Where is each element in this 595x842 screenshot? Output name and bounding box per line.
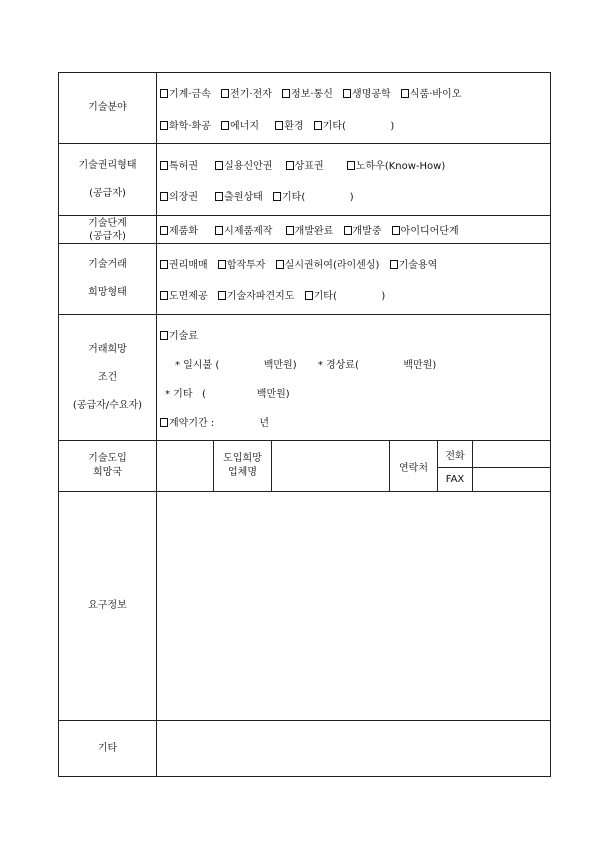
checkbox-icon: [218, 260, 226, 269]
row-tech-stage: [59, 216, 551, 244]
label-line: (공급자): [89, 230, 126, 242]
requirements-input[interactable]: [157, 492, 551, 721]
label-etc: 기타: [59, 721, 157, 777]
checkbox-icon: [215, 161, 223, 170]
option-label: 시제품제작: [224, 226, 273, 237]
row-trade-conditions: [59, 315, 551, 441]
option-label: 실용신안권: [224, 160, 273, 172]
checkbox-option[interactable]: [276, 256, 380, 271]
option-label: 기계·금속: [169, 88, 211, 100]
checkbox-option[interactable]: [282, 85, 333, 100]
checkbox-option[interactable]: [275, 117, 303, 132]
checkbox-option[interactable]: [160, 327, 198, 342]
checkbox-option[interactable]: [273, 188, 354, 203]
option-label: 제품화: [169, 226, 198, 237]
checkbox-option[interactable]: [286, 222, 334, 237]
phone-input[interactable]: [473, 441, 551, 468]
option-label: 개발중: [352, 226, 382, 237]
checkbox-option[interactable]: [160, 117, 211, 132]
checkbox-option[interactable]: [218, 287, 295, 302]
tech-rights-line-1: [160, 157, 550, 172]
checkbox-icon: [160, 192, 168, 201]
option-label: 상표권: [294, 160, 324, 172]
option-label: 기타( ): [322, 120, 395, 132]
country-input[interactable]: [157, 441, 214, 492]
options-tech-field: [157, 73, 551, 144]
options-tech-stage: [157, 216, 551, 244]
checkbox-icon: [221, 89, 229, 98]
checkbox-icon: [221, 121, 229, 130]
label-line: 희망국: [93, 467, 122, 478]
option-label: 환경: [284, 120, 304, 132]
checkbox-icon: [305, 291, 313, 300]
option-label: 기술료: [169, 330, 198, 342]
checkbox-option[interactable]: [392, 222, 459, 237]
row-tech-field: [59, 73, 551, 144]
label-trade-type: [59, 244, 157, 315]
option-label: 특허권: [169, 160, 198, 172]
checkbox-icon: [390, 260, 398, 269]
label-line: 기술권리형태: [78, 159, 137, 171]
label-tech-rights: [59, 144, 157, 216]
checkbox-icon: [215, 192, 223, 201]
checkbox-icon: [347, 161, 355, 170]
option-label: 권리매매: [169, 260, 208, 271]
label-line: 거래희망: [88, 343, 127, 355]
tech-field-line-1: [160, 85, 550, 100]
checkbox-option[interactable]: [343, 85, 391, 100]
option-label: 개발완료: [294, 226, 334, 237]
checkbox-option[interactable]: [160, 85, 211, 100]
option-label: 기타( ): [282, 191, 354, 203]
conditions-line-other: [160, 385, 550, 400]
tech-demand-form-table: [58, 72, 551, 777]
checkbox-option[interactable]: [160, 157, 198, 172]
checkbox-icon: [218, 291, 226, 300]
option-label: 기타( ): [313, 291, 386, 302]
checkbox-icon: [160, 331, 168, 340]
option-label: 노하우(Know-How): [355, 160, 446, 172]
checkbox-icon: [160, 291, 168, 300]
options-tech-rights: [157, 144, 551, 216]
checkbox-icon: [160, 89, 168, 98]
label-line: 기술단계: [88, 217, 127, 229]
options-trade-conditions: [157, 315, 551, 441]
label-line: (공급자): [89, 187, 126, 199]
option-label: 기술자파견지도: [226, 291, 295, 302]
label-phone: 전화: [438, 441, 473, 468]
checkbox-option[interactable]: [160, 414, 214, 429]
checkbox-icon: [343, 89, 351, 98]
row-etc: [59, 721, 551, 777]
label-requirements: 요구정보: [59, 492, 157, 721]
checkbox-icon: [401, 89, 409, 98]
option-label: 아이디어단계: [400, 226, 459, 237]
option-label: 생명공학: [352, 88, 391, 100]
checkbox-icon: [286, 161, 294, 170]
label-line: 기술도입: [88, 453, 127, 464]
label-trade-conditions: [59, 315, 157, 441]
tech-stage-line: [160, 222, 550, 237]
option-label: 출원상태: [224, 191, 263, 203]
row-trade-type: [59, 244, 551, 315]
checkbox-option[interactable]: [344, 222, 382, 237]
checkbox-option[interactable]: [305, 287, 386, 302]
checkbox-icon: [215, 226, 223, 235]
option-label: 에너지: [230, 120, 259, 132]
checkbox-option[interactable]: [160, 222, 198, 237]
options-trade-type: [157, 244, 551, 315]
label-line: 조건: [97, 371, 118, 383]
label-tech-stage: [59, 216, 157, 244]
label-fax: FAX: [438, 468, 473, 492]
fax-input[interactable]: [473, 468, 551, 492]
checkbox-icon: [160, 161, 168, 170]
checkbox-option[interactable]: [221, 117, 259, 132]
lump-sum-field: * 일시불 ( 백만원): [175, 359, 297, 371]
label-line: 도입희망: [223, 453, 262, 464]
other-fee-field: * 기타 ( 백만원): [165, 388, 290, 400]
checkbox-icon: [160, 226, 168, 235]
label-line: (공급자/수요자): [72, 399, 143, 411]
row-intro-country: [59, 441, 551, 468]
tech-field-line-2: [160, 117, 550, 132]
label-intro-country: [59, 441, 157, 492]
option-label: 전기·전자: [230, 88, 272, 100]
checkbox-option[interactable]: [221, 85, 272, 100]
checkbox-option[interactable]: [160, 287, 208, 302]
option-label: 화학·화공: [169, 120, 211, 132]
conditions-line-fee: [160, 327, 550, 342]
label-contact: 연락처: [390, 441, 438, 492]
checkbox-icon: [273, 192, 281, 201]
checkbox-icon: [160, 418, 168, 427]
checkbox-icon: [160, 260, 168, 269]
option-label: 실시권허여(라이센싱): [284, 260, 380, 271]
checkbox-option[interactable]: [215, 157, 272, 172]
option-label: 계약기간 :: [169, 417, 215, 429]
contract-unit-label: 년: [259, 417, 270, 429]
checkbox-option[interactable]: [314, 117, 395, 132]
option-label: 합작투자: [226, 260, 266, 271]
checkbox-icon: [392, 226, 400, 235]
company-input[interactable]: [272, 441, 390, 492]
label-line: 기술거래: [88, 259, 127, 270]
checkbox-option[interactable]: [401, 85, 461, 100]
checkbox-option[interactable]: [347, 157, 445, 172]
checkbox-icon: [275, 121, 283, 130]
checkbox-option[interactable]: [215, 188, 263, 203]
checkbox-option[interactable]: [286, 157, 324, 172]
label-tech-field: 기술분야: [59, 73, 157, 144]
checkbox-option[interactable]: [218, 256, 266, 271]
conditions-line-payment: [160, 356, 550, 371]
row-tech-rights: [59, 144, 551, 216]
checkbox-icon: [276, 260, 284, 269]
running-royalty-field: * 경상료( 백만원): [317, 359, 437, 371]
checkbox-icon: [286, 226, 294, 235]
checkbox-icon: [282, 89, 290, 98]
etc-input[interactable]: [157, 721, 551, 777]
row-requirements: [59, 492, 551, 721]
trade-type-line-1: [160, 256, 550, 271]
label-company: [214, 441, 272, 492]
option-label: 식품·바이오: [409, 88, 462, 100]
checkbox-option[interactable]: [160, 256, 208, 271]
checkbox-icon: [314, 121, 322, 130]
option-label: 정보·통신: [291, 88, 333, 100]
checkbox-icon: [344, 226, 352, 235]
trade-type-line-2: [160, 287, 550, 302]
checkbox-option[interactable]: [390, 256, 438, 271]
label-line: 업체명: [228, 467, 257, 478]
option-label: 기술용역: [398, 260, 438, 271]
checkbox-option[interactable]: [160, 188, 198, 203]
label-line: 희망형태: [88, 287, 127, 298]
option-label: 의장권: [169, 191, 198, 203]
checkbox-icon: [160, 121, 168, 130]
tech-rights-line-2: [160, 188, 550, 203]
conditions-line-contract: [160, 414, 550, 429]
option-label: 도면제공: [169, 291, 208, 302]
checkbox-option[interactable]: [215, 222, 272, 237]
